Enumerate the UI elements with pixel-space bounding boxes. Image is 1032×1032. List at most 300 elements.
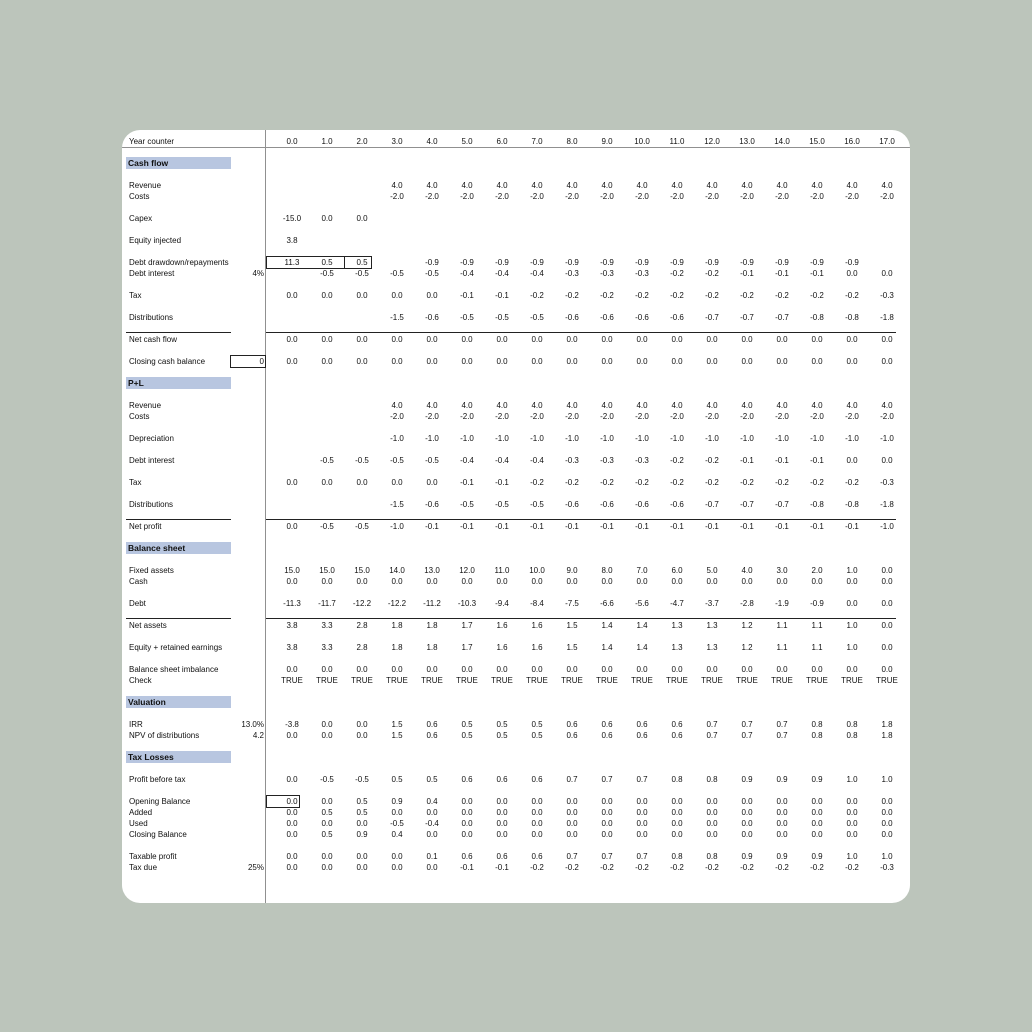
value-cell[interactable]: -0.2 [845, 291, 859, 300]
value-cell[interactable]: 0.0 [321, 797, 333, 806]
value-cell[interactable]: -2.0 [810, 412, 824, 421]
value-cell[interactable]: -1.0 [670, 434, 684, 443]
value-cell[interactable]: 0.0 [881, 665, 893, 674]
value-cell[interactable]: 0.0 [391, 808, 403, 817]
value-cell[interactable]: 0.0 [706, 797, 718, 806]
value-cell[interactable]: 0.0 [566, 577, 578, 586]
value-cell[interactable]: 0.7 [741, 720, 753, 729]
value-cell[interactable]: 0.0 [321, 291, 333, 300]
value-cell[interactable]: -0.9 [810, 258, 824, 267]
value-cell[interactable]: 11.3 [284, 258, 300, 267]
value-cell[interactable]: 0.0 [741, 665, 753, 674]
value-cell[interactable]: -0.2 [845, 478, 859, 487]
value-cell[interactable]: -1.0 [880, 434, 894, 443]
value-cell[interactable]: 4.0 [811, 401, 823, 410]
value-cell[interactable]: 1.8 [391, 643, 403, 652]
value-cell[interactable]: -0.2 [670, 456, 684, 465]
value-cell[interactable]: 0.0 [881, 621, 893, 630]
value-cell[interactable]: 0.0 [286, 335, 298, 344]
value-cell[interactable]: 0.0 [356, 291, 368, 300]
value-cell[interactable]: 0.5 [461, 720, 473, 729]
value-cell[interactable]: -0.2 [600, 863, 614, 872]
value-cell[interactable]: 0.0 [706, 577, 718, 586]
value-cell[interactable]: 0.0 [811, 357, 823, 366]
value-cell[interactable]: 15.0 [354, 566, 370, 575]
value-cell[interactable]: 0.0 [741, 335, 753, 344]
value-cell[interactable]: -1.0 [565, 434, 579, 443]
value-cell[interactable]: 0.0 [846, 819, 858, 828]
value-cell[interactable]: -0.1 [600, 522, 614, 531]
value-cell[interactable]: -0.5 [425, 269, 439, 278]
value-cell[interactable]: -2.0 [705, 412, 719, 421]
value-cell[interactable]: -0.5 [355, 775, 369, 784]
value-cell[interactable]: 2.0 [811, 566, 823, 575]
value-cell[interactable]: 0.6 [671, 720, 683, 729]
value-cell[interactable]: -1.0 [740, 434, 754, 443]
value-cell[interactable]: 0.0 [426, 665, 438, 674]
value-cell[interactable]: TRUE [666, 676, 688, 685]
value-cell[interactable]: 0.0 [321, 819, 333, 828]
value-cell[interactable]: -0.6 [600, 313, 614, 322]
value-cell[interactable]: -1.0 [775, 434, 789, 443]
value-cell[interactable]: -0.5 [530, 313, 544, 322]
value-cell[interactable]: 0.0 [426, 863, 438, 872]
value-cell[interactable]: 0.7 [636, 852, 648, 861]
value-cell[interactable]: 0.0 [531, 830, 543, 839]
value-cell[interactable]: 0.6 [426, 731, 438, 740]
value-cell[interactable]: 0.0 [391, 852, 403, 861]
value-cell[interactable]: -0.9 [425, 258, 439, 267]
value-cell[interactable]: -2.8 [740, 599, 754, 608]
value-cell[interactable]: 0.6 [461, 775, 473, 784]
value-cell[interactable]: 2.8 [356, 621, 368, 630]
value-cell[interactable]: 0.7 [636, 775, 648, 784]
value-cell[interactable]: 0.0 [321, 357, 333, 366]
value-cell[interactable]: -0.9 [530, 258, 544, 267]
value-cell[interactable]: 0.0 [356, 863, 368, 872]
value-cell[interactable]: 0.0 [461, 577, 473, 586]
value-cell[interactable]: -0.6 [670, 313, 684, 322]
value-cell[interactable]: 0.0 [286, 819, 298, 828]
value-cell[interactable]: -0.2 [600, 478, 614, 487]
value-cell[interactable]: 0.5 [356, 797, 368, 806]
value-cell[interactable]: -15.0 [282, 214, 302, 223]
value-cell[interactable]: 0.0 [286, 863, 298, 872]
value-cell[interactable]: -0.2 [740, 863, 754, 872]
value-cell[interactable]: 0.0 [776, 819, 788, 828]
value-cell[interactable]: 0.6 [601, 720, 613, 729]
value-cell[interactable]: 0.8 [671, 775, 683, 784]
value-cell[interactable]: -2.0 [495, 412, 509, 421]
value-cell[interactable]: 4.0 [811, 181, 823, 190]
value-cell[interactable]: -0.2 [565, 291, 579, 300]
value-cell[interactable]: TRUE [561, 676, 583, 685]
value-cell[interactable]: -0.2 [775, 478, 789, 487]
value-cell[interactable]: -2.0 [705, 192, 719, 201]
value-cell[interactable]: -2.0 [600, 412, 614, 421]
value-cell[interactable]: 0.0 [881, 643, 893, 652]
value-cell[interactable]: 0.0 [881, 797, 893, 806]
value-cell[interactable]: 0.0 [566, 335, 578, 344]
value-cell[interactable]: -0.7 [775, 313, 789, 322]
value-cell[interactable]: 0.0 [286, 731, 298, 740]
value-cell[interactable]: -0.2 [530, 291, 544, 300]
value-cell[interactable]: -0.1 [460, 478, 474, 487]
value-cell[interactable]: -0.1 [495, 863, 509, 872]
value-cell[interactable]: 0.0 [671, 819, 683, 828]
value-cell[interactable]: -0.4 [460, 456, 474, 465]
value-cell[interactable]: 0.0 [881, 566, 893, 575]
value-cell[interactable]: -9.4 [495, 599, 509, 608]
value-cell[interactable]: -0.6 [635, 313, 649, 322]
value-cell[interactable]: -2.0 [565, 412, 579, 421]
value-cell[interactable]: -0.9 [460, 258, 474, 267]
value-cell[interactable]: -0.1 [845, 522, 859, 531]
value-cell[interactable]: 1.2 [741, 643, 753, 652]
value-cell[interactable]: -0.1 [670, 522, 684, 531]
value-cell[interactable]: 0.8 [706, 852, 718, 861]
value-cell[interactable]: 0.5 [321, 808, 333, 817]
value-cell[interactable]: -1.0 [425, 434, 439, 443]
value-cell[interactable]: -0.2 [775, 863, 789, 872]
value-cell[interactable]: 0.5 [426, 775, 438, 784]
value-cell[interactable]: -0.3 [635, 456, 649, 465]
value-cell[interactable]: -0.1 [810, 269, 824, 278]
value-cell[interactable]: TRUE [596, 676, 618, 685]
value-cell[interactable]: -0.7 [740, 313, 754, 322]
value-cell[interactable]: -0.7 [775, 500, 789, 509]
value-cell[interactable]: -1.0 [880, 522, 894, 531]
value-cell[interactable]: 0.0 [321, 335, 333, 344]
value-cell[interactable]: 4.0 [391, 181, 403, 190]
value-cell[interactable]: 0.0 [391, 357, 403, 366]
value-cell[interactable]: 1.0 [846, 621, 858, 630]
value-cell[interactable]: -2.0 [810, 192, 824, 201]
value-cell[interactable]: 0.0 [356, 335, 368, 344]
value-cell[interactable]: 0.5 [391, 775, 403, 784]
value-cell[interactable]: -0.2 [670, 269, 684, 278]
value-cell[interactable]: 0.0 [461, 665, 473, 674]
value-cell[interactable]: -0.5 [495, 500, 509, 509]
value-cell[interactable]: -4.7 [670, 599, 684, 608]
value-cell[interactable]: 0.8 [671, 852, 683, 861]
value-cell[interactable]: -2.0 [390, 192, 404, 201]
value-cell[interactable]: 1.6 [496, 643, 508, 652]
value-cell[interactable]: TRUE [456, 676, 478, 685]
value-cell[interactable]: 4.0 [846, 401, 858, 410]
value-cell[interactable]: 7.0 [636, 566, 648, 575]
value-cell[interactable]: 0.0 [321, 720, 333, 729]
value-cell[interactable]: -0.3 [635, 269, 649, 278]
value-cell[interactable]: 4.0 [671, 401, 683, 410]
value-cell[interactable]: 4.0 [671, 181, 683, 190]
value-cell[interactable]: 0.0 [566, 819, 578, 828]
value-cell[interactable]: -0.6 [670, 500, 684, 509]
value-cell[interactable]: 0.0 [636, 665, 648, 674]
value-cell[interactable]: 0.0 [391, 478, 403, 487]
value-cell[interactable]: -0.1 [565, 522, 579, 531]
value-cell[interactable]: -0.2 [635, 478, 649, 487]
value-cell[interactable]: -0.2 [670, 478, 684, 487]
value-cell[interactable]: 5.0 [706, 566, 718, 575]
value-cell[interactable]: 0.0 [356, 731, 368, 740]
value-cell[interactable]: 6.0 [671, 566, 683, 575]
value-cell[interactable]: 0.0 [601, 665, 613, 674]
value-cell[interactable]: 0.7 [601, 775, 613, 784]
value-cell[interactable]: -2.0 [600, 192, 614, 201]
value-cell[interactable]: 1.4 [601, 643, 613, 652]
value-cell[interactable]: -0.2 [635, 863, 649, 872]
value-cell[interactable]: TRUE [386, 676, 408, 685]
value-cell[interactable]: -0.1 [425, 522, 439, 531]
value-cell[interactable]: 0.9 [811, 852, 823, 861]
value-cell[interactable]: 0.0 [461, 808, 473, 817]
value-cell[interactable]: -0.1 [635, 522, 649, 531]
value-cell[interactable]: 0.9 [776, 775, 788, 784]
value-cell[interactable]: 0.0 [321, 478, 333, 487]
value-cell[interactable]: -0.6 [565, 313, 579, 322]
value-cell[interactable]: -1.0 [600, 434, 614, 443]
value-cell[interactable]: -0.1 [810, 522, 824, 531]
value-cell[interactable]: -0.7 [740, 500, 754, 509]
value-cell[interactable]: 9.0 [566, 566, 578, 575]
value-cell[interactable]: -1.0 [460, 434, 474, 443]
value-cell[interactable]: -2.0 [670, 412, 684, 421]
value-cell[interactable]: 1.1 [776, 643, 788, 652]
value-cell[interactable]: 0.0 [881, 830, 893, 839]
value-cell[interactable]: 1.8 [881, 720, 893, 729]
value-cell[interactable]: 0.0 [356, 720, 368, 729]
value-cell[interactable]: 3.8 [286, 643, 298, 652]
value-cell[interactable]: -0.5 [495, 313, 509, 322]
value-cell[interactable]: 0.0 [811, 577, 823, 586]
value-cell[interactable]: 0.0 [636, 808, 648, 817]
value-cell[interactable]: -0.1 [495, 522, 509, 531]
value-cell[interactable]: 0.0 [636, 819, 648, 828]
value-cell[interactable]: 0.0 [811, 830, 823, 839]
value-cell[interactable]: -0.9 [565, 258, 579, 267]
value-cell[interactable]: 1.1 [776, 621, 788, 630]
value-cell[interactable]: 0.6 [426, 720, 438, 729]
value-cell[interactable]: 0.9 [776, 852, 788, 861]
value-cell[interactable]: 0.0 [321, 665, 333, 674]
value-cell[interactable]: -0.1 [740, 269, 754, 278]
value-cell[interactable]: 0.0 [531, 357, 543, 366]
value-cell[interactable]: -2.0 [460, 412, 474, 421]
value-cell[interactable]: 0.0 [636, 797, 648, 806]
row-parameter[interactable]: 4% [252, 269, 264, 278]
value-cell[interactable]: 0.0 [846, 269, 858, 278]
value-cell[interactable]: 0.0 [496, 335, 508, 344]
value-cell[interactable]: 0.0 [391, 291, 403, 300]
value-cell[interactable]: -0.2 [810, 291, 824, 300]
value-cell[interactable]: 1.0 [846, 852, 858, 861]
value-cell[interactable]: -3.8 [285, 720, 299, 729]
value-cell[interactable]: TRUE [631, 676, 653, 685]
value-cell[interactable]: 0.0 [881, 808, 893, 817]
value-cell[interactable]: 0.6 [601, 731, 613, 740]
value-cell[interactable]: 4.0 [601, 401, 613, 410]
value-cell[interactable]: 0.0 [496, 665, 508, 674]
value-cell[interactable]: 1.8 [426, 621, 438, 630]
value-cell[interactable]: -0.5 [390, 269, 404, 278]
value-cell[interactable]: 0.7 [776, 731, 788, 740]
value-cell[interactable]: 0.0 [881, 577, 893, 586]
value-cell[interactable]: -0.2 [705, 291, 719, 300]
value-cell[interactable]: -0.6 [600, 500, 614, 509]
value-cell[interactable]: 0.0 [566, 797, 578, 806]
value-cell[interactable]: 1.0 [846, 643, 858, 652]
value-cell[interactable]: -2.0 [775, 412, 789, 421]
value-cell[interactable]: 3.0 [776, 566, 788, 575]
value-cell[interactable]: 0.6 [531, 775, 543, 784]
value-cell[interactable]: 0.0 [741, 797, 753, 806]
value-cell[interactable]: -1.0 [495, 434, 509, 443]
value-cell[interactable]: 0.0 [566, 830, 578, 839]
value-cell[interactable]: 0.0 [671, 808, 683, 817]
value-cell[interactable]: 0.0 [531, 665, 543, 674]
value-cell[interactable]: 0.5 [321, 258, 333, 267]
value-cell[interactable]: 0.0 [531, 577, 543, 586]
value-cell[interactable]: 0.0 [286, 478, 298, 487]
value-cell[interactable]: 0.6 [636, 731, 648, 740]
value-cell[interactable]: 1.0 [881, 775, 893, 784]
value-cell[interactable]: 0.9 [741, 852, 753, 861]
value-cell[interactable]: 0.0 [286, 775, 298, 784]
value-cell[interactable]: 1.3 [671, 621, 683, 630]
value-cell[interactable]: -0.2 [705, 478, 719, 487]
value-cell[interactable]: 0.0 [846, 357, 858, 366]
value-cell[interactable]: 0.0 [846, 456, 858, 465]
value-cell[interactable]: 0.4 [426, 797, 438, 806]
value-cell[interactable]: 0.0 [776, 808, 788, 817]
value-cell[interactable]: -2.0 [880, 412, 894, 421]
value-cell[interactable]: 0.0 [461, 819, 473, 828]
value-cell[interactable]: -0.9 [495, 258, 509, 267]
value-cell[interactable]: 4.0 [426, 401, 438, 410]
value-cell[interactable]: TRUE [806, 676, 828, 685]
value-cell[interactable]: 0.5 [496, 720, 508, 729]
value-cell[interactable]: 1.0 [881, 852, 893, 861]
value-cell[interactable]: -10.3 [457, 599, 477, 608]
value-cell[interactable]: -0.2 [845, 863, 859, 872]
value-cell[interactable]: -0.2 [775, 291, 789, 300]
value-cell[interactable]: 1.8 [426, 643, 438, 652]
value-cell[interactable]: -0.2 [740, 478, 754, 487]
value-cell[interactable]: 0.7 [741, 731, 753, 740]
value-cell[interactable]: -0.3 [565, 269, 579, 278]
value-cell[interactable]: 0.8 [846, 731, 858, 740]
value-cell[interactable]: TRUE [281, 676, 303, 685]
value-cell[interactable]: 0.0 [321, 577, 333, 586]
value-cell[interactable]: 0.9 [391, 797, 403, 806]
value-cell[interactable]: 0.0 [461, 797, 473, 806]
value-cell[interactable]: -2.0 [775, 192, 789, 201]
value-cell[interactable]: -1.0 [390, 434, 404, 443]
value-cell[interactable]: -0.8 [845, 313, 859, 322]
value-cell[interactable]: 0.0 [671, 577, 683, 586]
value-cell[interactable]: 0.6 [566, 720, 578, 729]
value-cell[interactable]: 0.0 [426, 478, 438, 487]
value-cell[interactable]: 0.0 [671, 335, 683, 344]
value-cell[interactable]: -0.6 [565, 500, 579, 509]
value-cell[interactable]: 4.0 [706, 401, 718, 410]
value-cell[interactable]: 0.0 [531, 797, 543, 806]
value-cell[interactable]: 4.0 [601, 181, 613, 190]
value-cell[interactable]: 0.0 [741, 357, 753, 366]
value-cell[interactable]: 0.0 [776, 830, 788, 839]
value-cell[interactable]: 0.6 [461, 852, 473, 861]
value-cell[interactable]: -12.2 [387, 599, 407, 608]
value-cell[interactable]: TRUE [421, 676, 443, 685]
value-cell[interactable]: 0.0 [846, 577, 858, 586]
value-cell[interactable]: 0.0 [531, 819, 543, 828]
value-cell[interactable]: -0.1 [460, 522, 474, 531]
value-cell[interactable]: 0.0 [846, 665, 858, 674]
value-cell[interactable]: 1.3 [671, 643, 683, 652]
value-cell[interactable]: 0.5 [461, 731, 473, 740]
value-cell[interactable]: -2.0 [635, 412, 649, 421]
value-cell[interactable]: 1.7 [461, 643, 473, 652]
value-cell[interactable]: 0.5 [496, 731, 508, 740]
value-cell[interactable]: 0.0 [601, 797, 613, 806]
value-cell[interactable]: 12.0 [459, 566, 475, 575]
value-cell[interactable]: 0.0 [776, 335, 788, 344]
value-cell[interactable]: 4.0 [636, 181, 648, 190]
value-cell[interactable]: -0.8 [810, 313, 824, 322]
value-cell[interactable]: -2.0 [670, 192, 684, 201]
value-cell[interactable]: 0.7 [601, 852, 613, 861]
value-cell[interactable]: 4.0 [426, 181, 438, 190]
value-cell[interactable]: 4.0 [776, 181, 788, 190]
value-cell[interactable]: -0.2 [530, 863, 544, 872]
value-cell[interactable]: 0.0 [881, 456, 893, 465]
value-cell[interactable]: -0.5 [390, 456, 404, 465]
value-cell[interactable]: 4.0 [776, 401, 788, 410]
value-cell[interactable]: 0.0 [321, 214, 333, 223]
value-cell[interactable]: -0.1 [740, 522, 754, 531]
value-cell[interactable]: TRUE [771, 676, 793, 685]
value-cell[interactable]: -1.5 [390, 313, 404, 322]
value-cell[interactable]: TRUE [491, 676, 513, 685]
value-cell[interactable]: 0.0 [636, 357, 648, 366]
value-cell[interactable]: -0.1 [460, 863, 474, 872]
value-cell[interactable]: 4.0 [566, 181, 578, 190]
value-cell[interactable]: 0.0 [496, 808, 508, 817]
value-cell[interactable]: -0.5 [460, 313, 474, 322]
value-cell[interactable]: 0.0 [741, 577, 753, 586]
value-cell[interactable]: -0.5 [355, 456, 369, 465]
value-cell[interactable]: 0.0 [391, 577, 403, 586]
value-cell[interactable]: 0.0 [706, 335, 718, 344]
value-cell[interactable]: 0.0 [601, 577, 613, 586]
value-cell[interactable]: 15.0 [319, 566, 335, 575]
value-cell[interactable]: -0.6 [425, 500, 439, 509]
value-cell[interactable]: 0.7 [706, 720, 718, 729]
value-cell[interactable]: 0.6 [496, 775, 508, 784]
value-cell[interactable]: 0.0 [881, 599, 893, 608]
value-cell[interactable]: 4.0 [741, 401, 753, 410]
value-cell[interactable]: -0.5 [425, 456, 439, 465]
value-cell[interactable]: TRUE [316, 676, 338, 685]
value-cell[interactable]: -12.2 [352, 599, 372, 608]
value-cell[interactable]: 0.8 [811, 731, 823, 740]
value-cell[interactable]: -0.4 [495, 269, 509, 278]
value-cell[interactable]: 1.1 [811, 643, 823, 652]
value-cell[interactable]: 4.0 [881, 401, 893, 410]
value-cell[interactable]: 0.0 [741, 808, 753, 817]
value-cell[interactable]: 1.6 [531, 643, 543, 652]
